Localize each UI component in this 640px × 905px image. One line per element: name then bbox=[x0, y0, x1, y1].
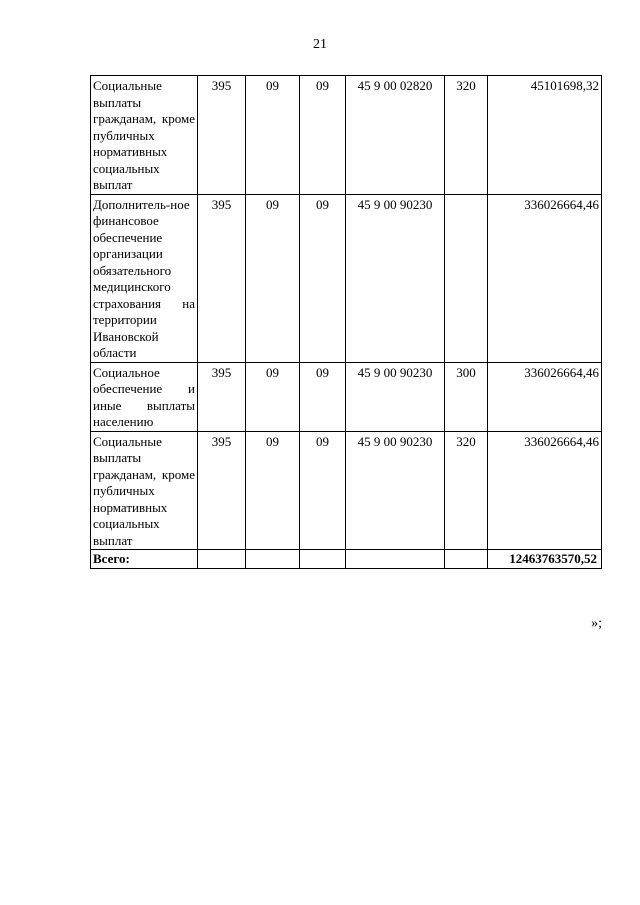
row-subsection: 09 bbox=[300, 194, 346, 362]
empty-cell bbox=[300, 550, 346, 569]
empty-cell bbox=[198, 550, 246, 569]
total-row bbox=[91, 550, 602, 569]
row-ministry: 395 bbox=[198, 76, 246, 195]
row-section: 09 bbox=[246, 76, 300, 195]
row-expense-type: 300 bbox=[445, 362, 488, 431]
row-name: Дополнитель-ное финансовое обеспечение организации обязательного медицинского страхования на территории Ивановской области bbox=[91, 194, 198, 362]
row-ministry: 395 bbox=[198, 194, 246, 362]
row-target: 45 9 00 90230 bbox=[346, 362, 445, 431]
row-target: 45 9 00 02820 bbox=[346, 76, 445, 195]
row-name: Социальные выплаты гражданам, кроме публичных нормативных социальных выплат bbox=[91, 76, 198, 195]
row-target: 45 9 00 90230 bbox=[346, 431, 445, 550]
row-section: 09 bbox=[246, 194, 300, 362]
row-expense-type bbox=[445, 194, 488, 362]
closing-quote: »; bbox=[591, 616, 602, 631]
row-name: Социальные выплаты гражданам, кроме публичных нормативных социальных выплат bbox=[91, 431, 198, 550]
table-row bbox=[91, 76, 602, 195]
table-row bbox=[91, 362, 602, 431]
row-amount: 336026664,46 bbox=[488, 362, 602, 431]
table-row bbox=[91, 431, 602, 550]
table-row bbox=[91, 194, 602, 362]
row-ministry: 395 bbox=[198, 362, 246, 431]
page-number: 21 bbox=[313, 37, 327, 52]
total-label: Всего: bbox=[91, 550, 198, 569]
row-expense-type: 320 bbox=[445, 431, 488, 550]
row-subsection: 09 bbox=[300, 431, 346, 550]
empty-cell bbox=[346, 550, 445, 569]
empty-cell bbox=[445, 550, 488, 569]
row-expense-type: 320 bbox=[445, 76, 488, 195]
row-amount: 336026664,46 bbox=[488, 194, 602, 362]
total-amount: 12463763570,52 bbox=[488, 550, 602, 569]
budget-table bbox=[90, 75, 602, 569]
row-name: Социальное обеспечение и иные выплаты населению bbox=[91, 362, 198, 431]
row-amount: 45101698,32 bbox=[488, 76, 602, 195]
empty-cell bbox=[246, 550, 300, 569]
row-subsection: 09 bbox=[300, 362, 346, 431]
row-target: 45 9 00 90230 bbox=[346, 194, 445, 362]
row-ministry: 395 bbox=[198, 431, 246, 550]
row-subsection: 09 bbox=[300, 76, 346, 195]
row-amount: 336026664,46 bbox=[488, 431, 602, 550]
row-section: 09 bbox=[246, 362, 300, 431]
row-section: 09 bbox=[246, 431, 300, 550]
